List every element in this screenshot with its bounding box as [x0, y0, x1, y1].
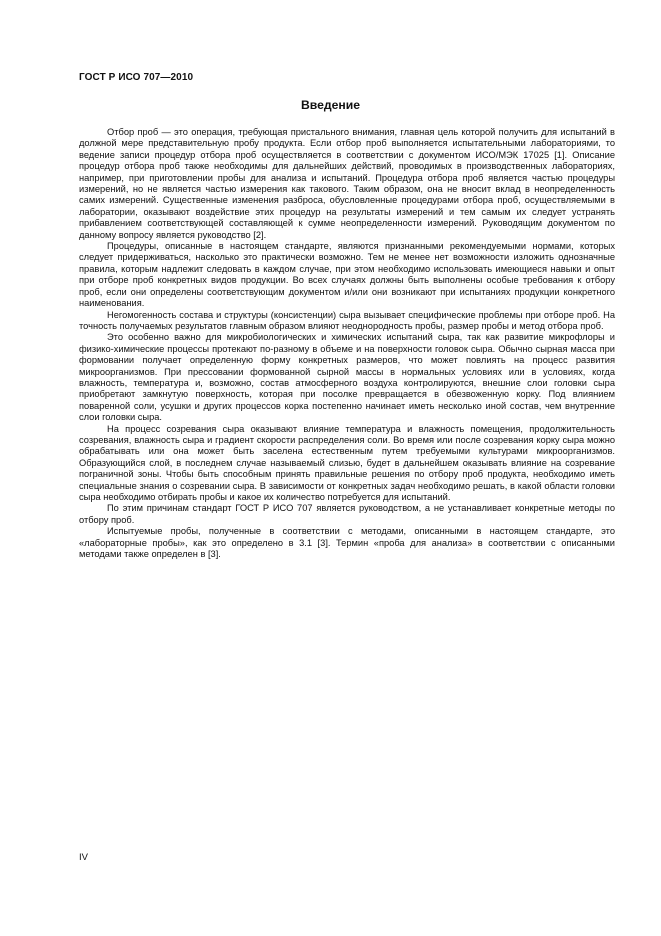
- paragraph: На процесс созревания сыра оказывают влияние температура и влажность помещения, продолжительность созревания, влажность сыра и градиент скорости распределения соли. Во время или после созревания корку сыра можно обрабатывать или она может быть заселена естественным путем требуемыми культурами микроорганизмов. Образующийся слой, в последнем случае называемый слизью, будет в дальнейшем оказывать влияние на созревание пограничной зоны. Чтобы быть способным принять правильные решения по отбору проб продукта, необходимо иметь специальные знания о созревании сыра. В зависимости от конкретных задач необходимо решать, в какой области головки сыра необходимо отбирать пробы и какое их количество потребуется для испытаний.: [79, 423, 615, 502]
- paragraph: Отбор проб — это операция, требующая пристального внимания, главная цель которой получить для испытаний в должной мере представительную пробу продукта. Если отбор проб выполняется испытательными лабораториями, то ведение записи процедур отбора проб осуществляется в соответствии с документом ИСО/МЭК 17025 [1]. Описание процедур отбора проб также необходимы для дальнейших действий, проводимых в производственных лабораториях, например, при приготовлении пробы для анализа и испытаний. Процедура отбора проб является частью процедуры измерений, но не является частью измерения как такового. Таким образом, она не вносит вклад в неопределенность самих измерений. Существенные изменения разброса, обусловленные процедурами отбора проб, осуществляемыми в лаборатории, оказывают воздействие этих процедур на результаты измерений и тем самым их следует устранять прибавлением соответствующей составляющей к сумме неопределенности измерений. Руководящим документом по данному вопросу является руководство [2].: [79, 127, 615, 240]
- page-number: IV: [79, 852, 88, 863]
- paragraph: Испытуемые пробы, полученные в соответствии с методами, описанными в настоящем стандарте, это «лабораторные пробы», как это определено в 3.1 [3]. Термин «проба для анализа» в соответствии с описанными методами также определен в [3].: [79, 526, 615, 560]
- section-title: Введение: [300, 98, 361, 112]
- paragraph: Это особенно важно для микробиологических и химических испытаний сыра, так как развитие микрофлоры и физико-химические процессы протекают по-разному в объеме и на поверхности головок сыра. Обычно сырная масса при формовании получает определенную форму конкретных размеров, что может повлиять на процесс развития микроорганизмов. При прессовании формованной сырной массы в нормальных условиях или в условиях, когда влажность, температура и, возможно, состав атмосферного воздуха контролируются, внешние слои головки сыра приобретают замкнутую поверхность, которая при посолке превращается в обезвоженную корку. Под влиянием поваренной соли, усушки и других процессов корка постепенно начинает иметь несколько иной состав, чем внутренние слои головки сыра.: [79, 332, 615, 423]
- paragraph: По этим причинам стандарт ГОСТ Р ИСО 707 является руководством, а не устанавливает конкретные методы по отбору проб.: [79, 503, 615, 525]
- paragraph: Процедуры, описанные в настоящем стандарте, являются признанными рекомендуемыми нормами, которых следует придерживаться, насколько это практически возможно. Тем не менее нет возможности изложить однозначные правила, которым надлежит следовать в каждом случае, при этом необходимо использовать имеющиеся навыки и опыт при отборе проб конкретных видов продукции. Во всех случаях должны быть выполнены особые требования к отбору проб, если они определены соответствующим документом и/или они возникают при испытаниях продукции конкретного наименования.: [79, 241, 615, 309]
- document-body: [79, 127, 615, 560]
- paragraph: Негомогенность состава и структуры (консистенции) сыра вызывает специфические проблемы при отборе проб. На точность получаемых результатов главным образом влияют неоднородность пробы, размер пробы и метод отбора проб.: [79, 309, 615, 331]
- document-code-header: ГОСТ Р ИСО 707—2010: [79, 72, 194, 83]
